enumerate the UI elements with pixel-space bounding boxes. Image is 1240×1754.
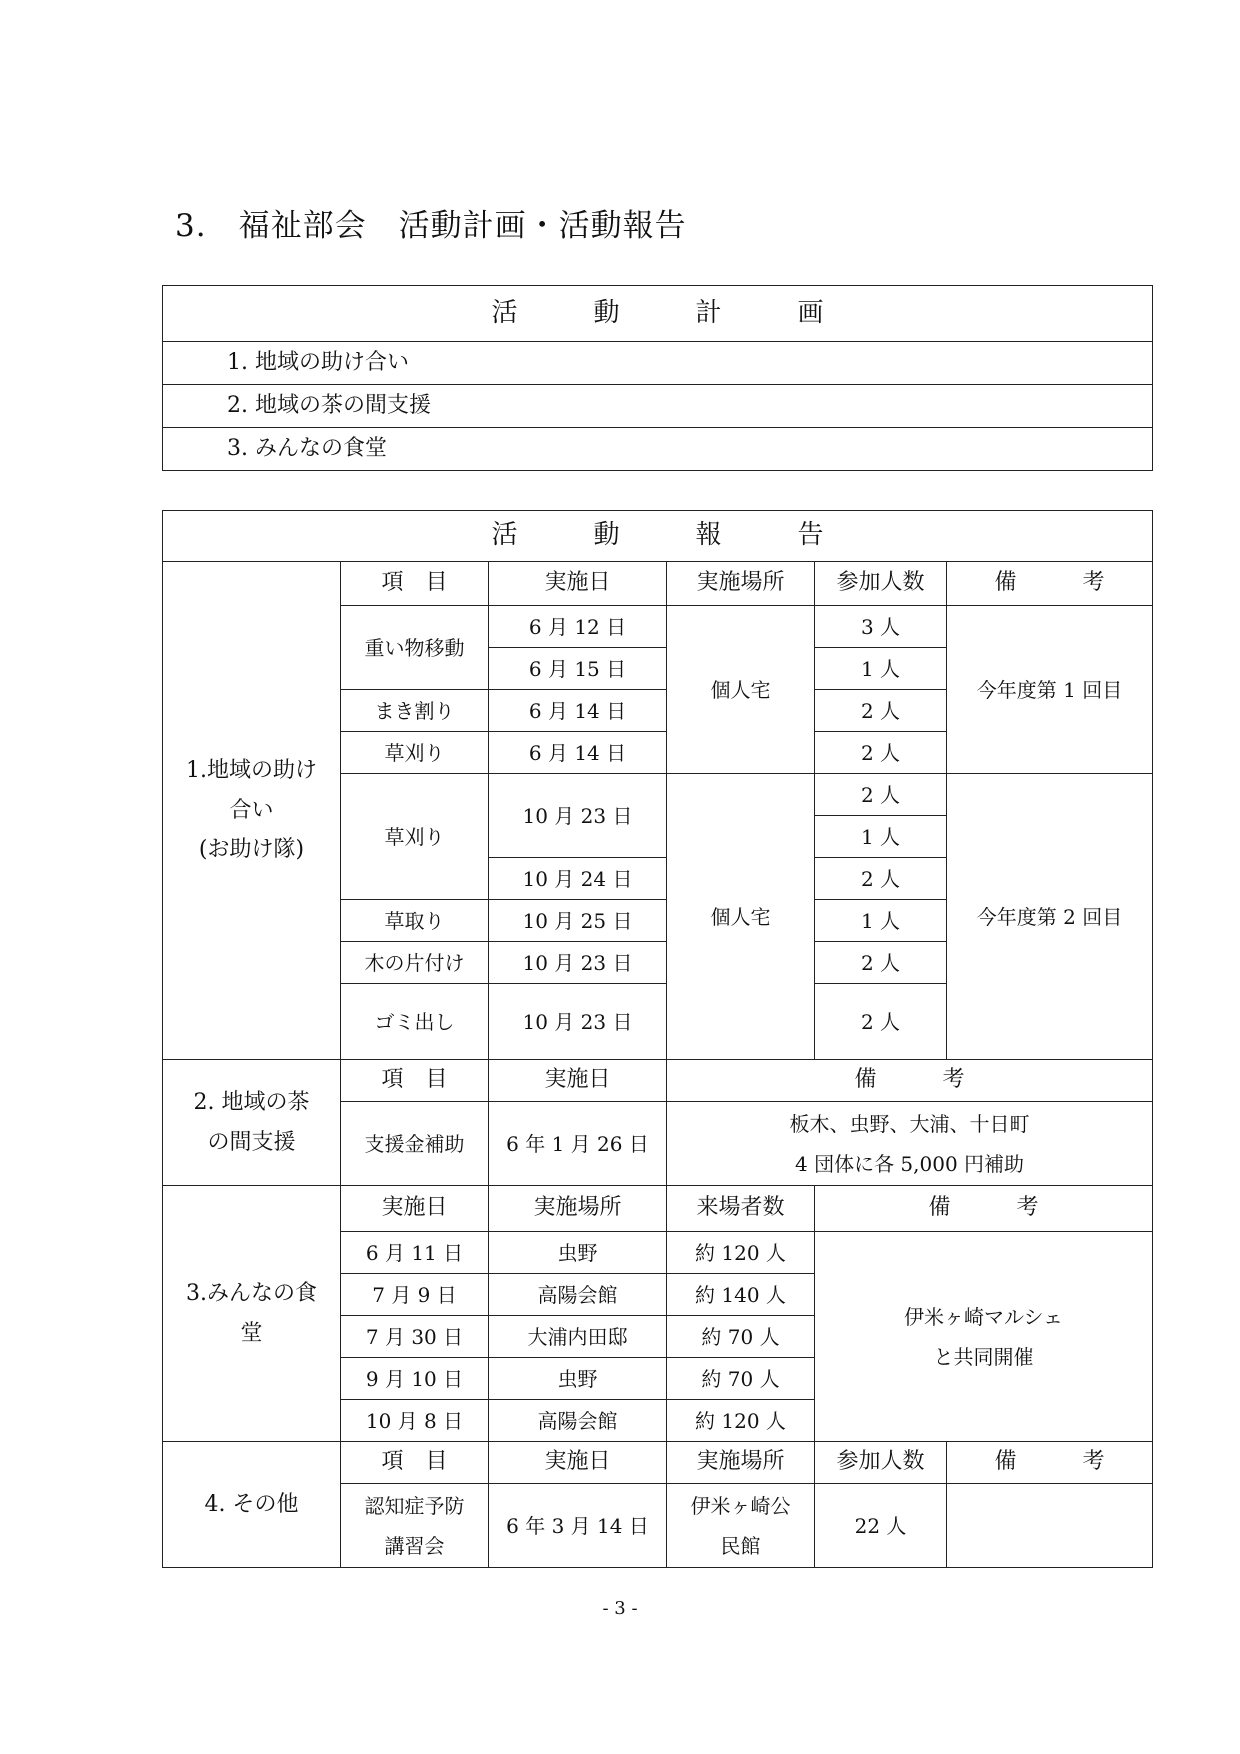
page-title: 3. 福祉部会 活動計画・活動報告 [175,208,687,244]
page-number: - 3 - [602,1598,638,1619]
activity-date: 10 月 24 日 [489,858,667,900]
visitor-count: 約 70 人 [667,1316,815,1358]
column-header-item: 項 目 [341,1442,489,1484]
activity-place: 個人宅 [667,774,815,1060]
activity-place [667,1484,815,1568]
participant-count: 3 人 [815,606,947,648]
column-header-date: 実施日 [489,1442,667,1484]
section1-title-line: 合い [229,797,274,823]
report-header-char: 報 [695,520,722,551]
note-line: 板木、虫野、大浦、十日町 [789,1111,1030,1136]
plan-item: 1. 地域の助け合い [163,342,1153,385]
activity-date: 6 月 14 日 [489,732,667,774]
visitor-count: 約 70 人 [667,1358,815,1400]
plan-item: 3. みんなの食堂 [163,428,1153,471]
activity-note: 今年度第 2 回目 [947,774,1153,1060]
participant-count: 2 人 [815,984,947,1060]
column-header-date: 実施日 [489,562,667,606]
column-header-place: 実施場所 [667,562,815,606]
section4-title: 4. その他 [163,1442,341,1568]
participant-count: 2 人 [815,732,947,774]
column-header-item: 項 目 [341,1060,489,1102]
participant-count: 2 人 [815,942,947,984]
section1-title-line: (お助け隊) [198,837,305,863]
activity-note [667,1102,1153,1186]
activity-date: 10 月 23 日 [489,984,667,1060]
column-header-visitors: 来場者数 [667,1186,815,1232]
column-header-note: 備 考 [815,1186,1153,1232]
activity-item: 支援金補助 [341,1102,489,1186]
section3-title-line: 3.みんなの食 [186,1280,317,1306]
participant-count: 1 人 [815,648,947,690]
activity-note: 今年度第 1 回目 [947,606,1153,774]
participant-count: 1 人 [815,816,947,858]
visitor-count: 約 140 人 [667,1274,815,1316]
column-header-place: 実施場所 [667,1442,815,1484]
event-place: 虫野 [489,1358,667,1400]
column-header-count: 参加人数 [815,562,947,606]
activity-item: まき割り [341,690,489,732]
activity-date: 6 年 3 月 14 日 [489,1484,667,1568]
activity-date: 6 月 12 日 [489,606,667,648]
section2-title-line: の間支援 [207,1129,296,1155]
participant-count: 2 人 [815,690,947,732]
event-place: 高陽会館 [489,1400,667,1442]
activity-date: 10 月 23 日 [489,942,667,984]
activity-date: 10 月 23 日 [489,774,667,858]
activity-date: 6 月 15 日 [489,648,667,690]
visitor-count: 約 120 人 [667,1232,815,1274]
activity-item: 草取り [341,900,489,942]
event-place: 大浦内田邸 [489,1316,667,1358]
event-date: 7 月 9 日 [341,1274,489,1316]
report-header-char: 告 [797,520,824,551]
event-date: 9 月 10 日 [341,1358,489,1400]
note-line: 4 団体に各 5,000 円補助 [794,1151,1025,1176]
column-header-note: 備 考 [947,562,1153,606]
event-place: 高陽会館 [489,1274,667,1316]
event-date: 7 月 30 日 [341,1316,489,1358]
item-line: 認知症予防 [364,1493,465,1518]
plan-header [163,286,1153,342]
activity-item: ゴミ出し [341,984,489,1060]
activity-item: 草刈り [341,774,489,900]
activity-item: 木の片付け [341,942,489,984]
report-header-char: 動 [593,520,620,551]
activity-report-table [162,510,1153,1568]
note-line: と共同開催 [933,1344,1034,1369]
visitor-count: 約 120 人 [667,1400,815,1442]
section3-title [163,1186,341,1442]
column-header-note: 備 考 [667,1060,1153,1102]
participant-count: 2 人 [815,774,947,816]
plan-header-char: 画 [797,297,824,328]
column-header-date: 実施日 [489,1060,667,1102]
column-header-place: 実施場所 [489,1186,667,1232]
participant-count: 22 人 [815,1484,947,1568]
column-header-count: 参加人数 [815,1442,947,1484]
plan-header-char: 動 [593,297,620,328]
activity-item: 草刈り [341,732,489,774]
section2-title-line: 2. 地域の茶 [193,1089,310,1115]
activity-date: 10 月 25 日 [489,900,667,942]
event-place: 虫野 [489,1232,667,1274]
column-header-item: 項 目 [341,562,489,606]
activity-note [947,1484,1153,1568]
activity-place: 個人宅 [667,606,815,774]
plan-item: 2. 地域の茶の間支援 [163,385,1153,428]
place-line: 民館 [720,1533,761,1558]
participant-count: 1 人 [815,900,947,942]
event-date: 10 月 8 日 [341,1400,489,1442]
column-header-date: 実施日 [341,1186,489,1232]
column-header-note: 備 考 [947,1442,1153,1484]
activity-item [341,1484,489,1568]
activity-item: 重い物移動 [341,606,489,690]
plan-header-char: 計 [695,297,722,328]
section2-title [163,1060,341,1186]
participant-count: 2 人 [815,858,947,900]
section3-title-line: 堂 [240,1320,263,1346]
section1-title [163,562,341,1060]
plan-header-char: 活 [491,297,518,328]
place-line: 伊米ヶ崎公 [690,1493,791,1518]
activity-plan-table [162,285,1153,471]
report-header-char: 活 [491,520,518,551]
note-line: 伊米ヶ崎マルシェ [903,1304,1064,1329]
activity-note [815,1232,1153,1442]
item-line: 講習会 [384,1533,445,1558]
section1-title-line: 1.地域の助け [186,758,317,784]
activity-date: 6 年 1 月 26 日 [489,1102,667,1186]
report-header [163,511,1153,562]
activity-date: 6 月 14 日 [489,690,667,732]
event-date: 6 月 11 日 [341,1232,489,1274]
